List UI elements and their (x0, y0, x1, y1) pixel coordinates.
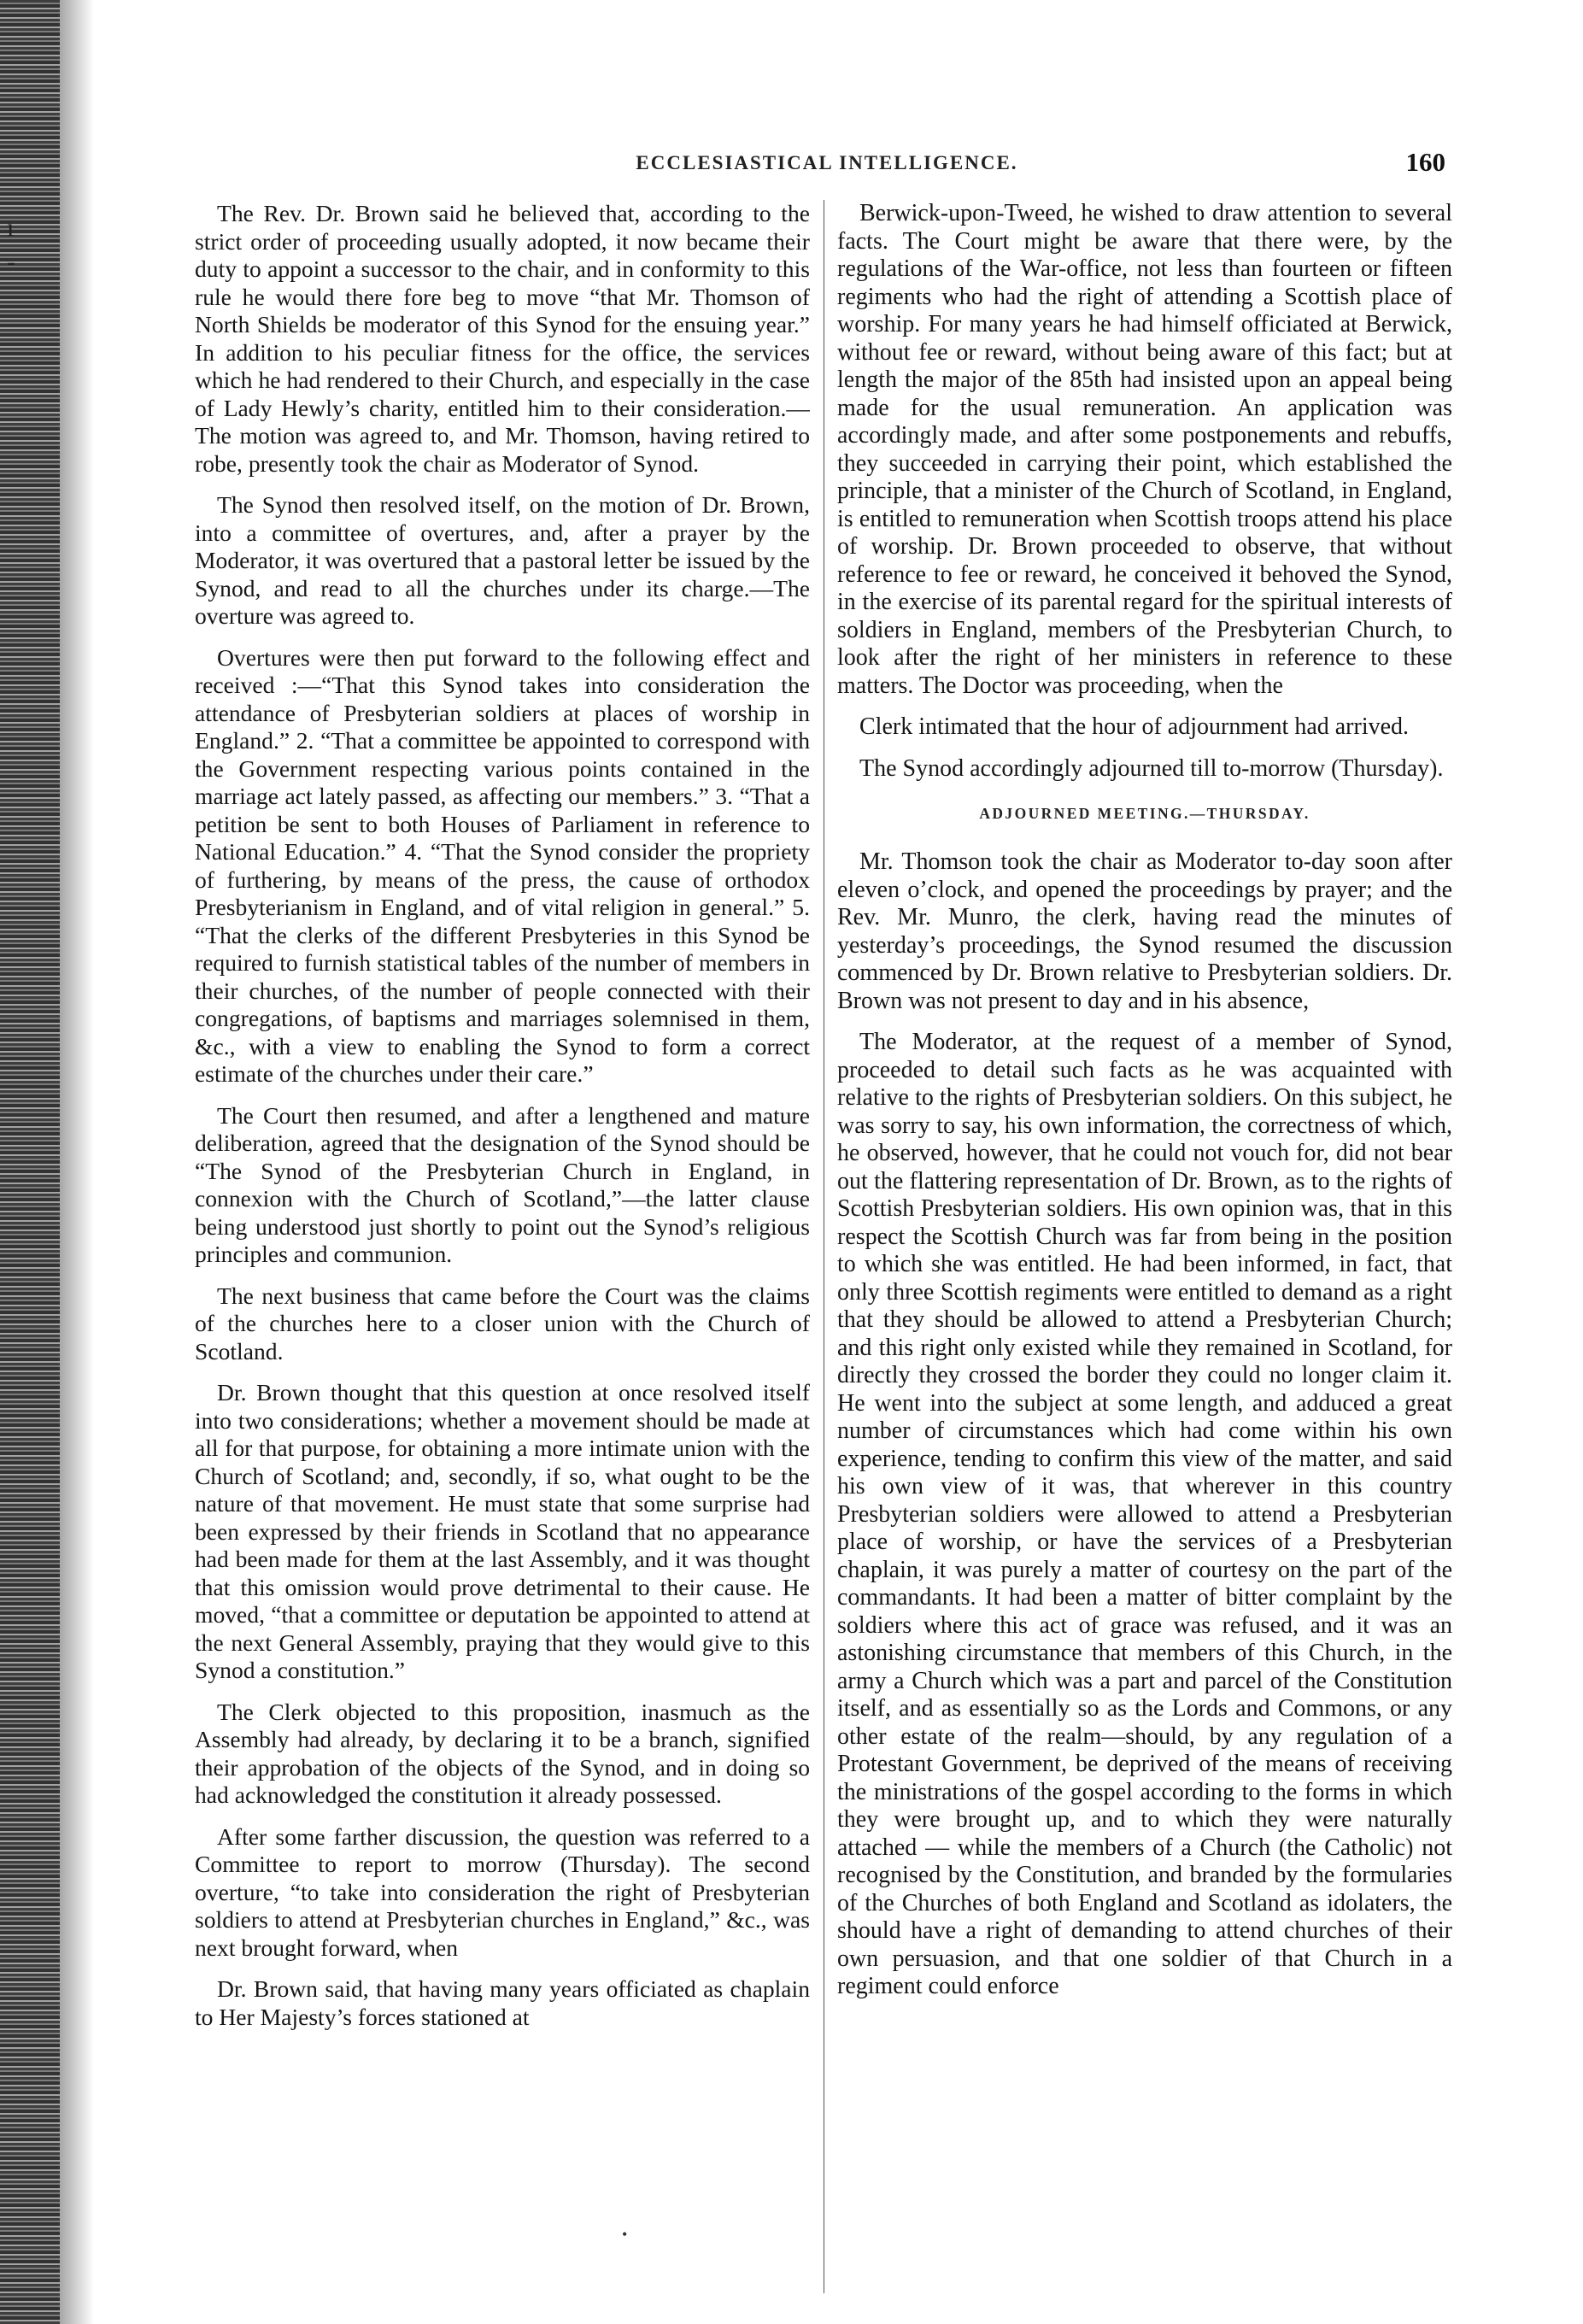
running-title: ECCLESIASTICAL INTELLIGENCE. (636, 152, 1018, 173)
paragraph: The Moderator, at the request of a member of Synod, proceeded to detail such facts as he was acquainted with relative to the rights of Presbyterian soldiers. On this subject, he was sorry to say, his own information, the correctness of which, he observed, however, that he could not vouch for, did not bear out the flattering representation of Dr. Brown, as to the rights of Scottish Presbyterian soldiers. His own opinion was, that in this respect the Scottish Church was far from being in the position to which she was entitled. He had been informed, in fact, that only three Scottish regiments were entitled to demand as a right that they should be allowed to attend a Presbyterian Church; and this right only existed while they remained in Scotland, for directly they crossed the border they could no longer claim it. He went into the subject at some length, and adduced a great number of circumstances which had come within his own experience, tending to confirm this view of the matter, and said his own view of it was, that wherever in this country Presbyterian soldiers were allowed to attend a Presbyterian place of worship, or have the services of a Presbyterian chaplain, it was purely a matter of courtesy on the part of the commandants. It had been a matter of bitter complaint by the soldiers where this act of grace was refused, and it was an astonishing circumstance that members of this Church, in the army a Church which was a part and parcel of the Constitution itself, and as essentially so as the Lords and Commons, or any other estate of the realm—should, by any regulation of a Protestant Government, be deprived of the means of receiving the ministrations of the gospel according to the forms in which they were brought up, and to which they were naturally attached — while the members of a Church (the Catholic) not recognised by the Constitution, and branded by the formularies of the Churches of both England and Scotland as idolaters, the should have a right of demanding to attend churches of their own persuasion, and that one soldier of that Church in a regiment could enforce (837, 1029, 1452, 1999)
paragraph: The next business that came before the Court was the claims of the churches here to a closer union with the Church of Scotland. (195, 1282, 810, 1364)
margin-mark: - (7, 248, 15, 276)
paragraph: Dr. Brown thought that this question at once resolved itself into two considerations; whether a movement should be made at all for that purpose, for obtaining a more intimate union with the Church of Scotland; and, secondly, if so, what ought to be the nature of that movement. He must state that some surprise had been expressed by their friends in Scotland that no appearance had been made for them at the last Assembly, and it was thought that this omission would prove detrimental to their cause. He moved, “that a committee or deputation be appointed to attend at the next General Assembly, praying that they would give to this Synod a constitution.” (195, 1379, 810, 1683)
paragraph: Mr. Thomson took the chair as Moderator to-day soon after eleven o’clock, and opened the proceedings by prayer; and the Rev. Mr. Munro, the clerk, having read the minutes of yesterday’s proceedings, the Synod resumed the discussion commenced by Dr. Brown relative to Presbyterian soldiers. Dr. Brown was not present to day and in his absence, (837, 848, 1452, 1014)
document-page (195, 147, 1459, 2300)
binding-shadow (60, 0, 94, 2324)
right-column (837, 200, 1452, 2293)
print-speck: • (622, 2226, 628, 2243)
running-header (195, 147, 1459, 195)
paragraph: The Synod then resolved itself, on the motion of Dr. Brown, into a committee of overtures, and, after a prayer by the Moderator, it was overtured that a pastoral letter be issued by the Synod, and read to all the churches under its charge.—The overture was agreed to. (195, 491, 810, 629)
paragraph: After some farther discussion, the question was referred to a Committee to report to morrow (Thursday). The second overture, “to take into consideration the right of Presbyterian soldiers to attend at Presbyterian churches in England,” &c., was next brought forward, when (195, 1822, 810, 1961)
page-number: 160 (1405, 147, 1445, 177)
paragraph: The Synod accordingly adjourned till to-morrow (Thursday). (859, 754, 1444, 782)
paragraph: The Clerk objected to this proposition, inasmuch as the Assembly had already, by declaring it to be a branch, signified their approbation of the objects of the Synod, and in doing so had acknowledged the constitution it already possessed. (195, 1698, 810, 1808)
paragraph: Dr. Brown said, that having many years officiated as chaplain to Her Majesty’s forces stationed at (195, 1975, 810, 2030)
left-column (195, 200, 810, 2293)
margin-mark: ı (7, 214, 15, 242)
book-binding-edge (0, 0, 60, 2324)
paragraph: The Rev. Dr. Brown said he believed that, according to the strict order of proceeding usually adopted, it now became their duty to appoint a successor to the chair, and in conformity to this rule he would there fore beg to move “that Mr. Thomson of North Shields be moderator of this Synod for the ensuing year.” In addition to his peculiar fitness for the office, the services which he had rendered to their Church, and especially in the case of Lady Hewly’s charity, entitled him to their consideration.—The motion was agreed to, and Mr. Thomson, having retired to robe, presently took the chair as Moderator of Synod. (195, 200, 810, 477)
paragraph: Clerk intimated that the hour of adjournment had arrived. (859, 713, 1410, 740)
paragraph: Overtures were then put forward to the following effect and received :—“That this Synod takes into consideration the attendance of Presbyterian soldiers at places of worship in England.” 2. “That a committee be appointed to correspond with the Government respecting various points contained in the marriage act lately passed, as affecting our members.” 3. “That a petition be sent to both Houses of Parliament in reference to National Education.” 4. “That the Synod consider the propriety of furthering, by means of the press, the cause of orthodox Presbyterianism in England, and of vital religion in general.” 5. “That the clerks of the different Presbyteries in this Synod be required to furnish statistical tables of the number of members in their churches, of the number of people connected with their congregations, of baptisms and marriages solemnised in them, &c., with a view to enabling the Synod to form a correct estimate of the churches under their care.” (195, 643, 810, 1087)
text-columns (195, 200, 1459, 2293)
paragraph: The Court then resumed, and after a lengthened and mature deliberation, agreed that the designation of the Synod should be “The Synod of the Presbyterian Church in England, in connexion with the Church of Scotland,”—the latter clause being understood just shortly to point out the Synod’s religious principles and communion. (195, 1101, 810, 1267)
paragraph: Berwick-upon-Tweed, he wished to draw attention to several facts. The Court might be aware that there were, by the regulations of the War-office, not less than fourteen or fifteen regiments who had the right of attending a Scottish place of worship. For many years he had himself officiated at Berwick, without fee or reward, without being aware of this fact; but at length the major of the 85th had insisted upon an appeal being made for the usual remuneration. An application was accordingly made, and after some postponements and rebuffs, they succeeded in carrying their point, which established the principle, that a minister of the Church of Scotland, in England, is entitled to remuneration when Scottish troops attend his place of worship. Dr. Brown proceeded to observe, that without reference to fee or reward, he conceived it behoved the Synod, in the exercise of its parental regard for the spiritual interests of soldiers in England, members of the Presbyterian Church, to look after the right of her ministers in reference to these matters. The Doctor was proceeding, when the (837, 200, 1452, 699)
section-subheading: ADJOURNED MEETING.—THURSDAY. (979, 805, 1310, 822)
